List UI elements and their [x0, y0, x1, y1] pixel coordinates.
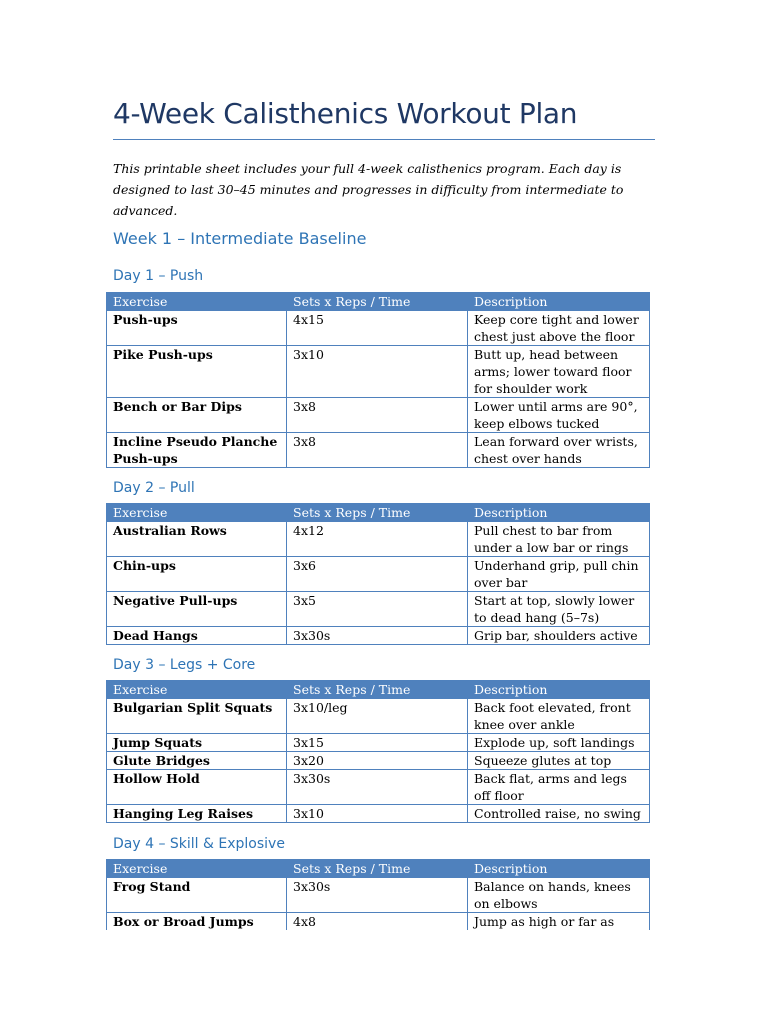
- header-sets: Sets x Reps / Time: [287, 293, 468, 311]
- sets-cell: 4x8: [287, 913, 468, 931]
- exercise-cell: Chin-ups: [107, 557, 287, 592]
- table-row: [107, 433, 650, 468]
- exercise-cell: Negative Pull-ups: [107, 592, 287, 627]
- day-3-heading: Day 3 – Legs + Core: [113, 657, 256, 673]
- exercise-cell: Bulgarian Split Squats: [107, 699, 287, 734]
- exercise-cell: Pike Push-ups: [107, 346, 287, 398]
- description-cell: Squeeze glutes at top: [468, 752, 650, 770]
- description-cell: Explode up, soft landings: [468, 734, 650, 752]
- sets-cell: 3x6: [287, 557, 468, 592]
- header-description: Description: [468, 860, 650, 878]
- day-2-table: [106, 503, 650, 645]
- header-exercise: Exercise: [107, 681, 287, 699]
- header-exercise: Exercise: [107, 293, 287, 311]
- exercise-cell: Hollow Hold: [107, 770, 287, 805]
- sets-cell: 3x30s: [287, 627, 468, 645]
- table-row: [107, 805, 650, 823]
- table-row: [107, 752, 650, 770]
- sets-cell: 3x8: [287, 398, 468, 433]
- exercise-cell: Box or Broad Jumps: [107, 913, 287, 931]
- day-4-heading: Day 4 – Skill & Explosive: [113, 836, 285, 852]
- day-4-table-clip: [100, 859, 660, 930]
- description-cell: Lean forward over wrists, chest over hands: [468, 433, 650, 468]
- header-description: Description: [468, 681, 650, 699]
- header-description: Description: [468, 293, 650, 311]
- header-sets: Sets x Reps / Time: [287, 681, 468, 699]
- table-header-row: [107, 681, 650, 699]
- exercise-cell: Jump Squats: [107, 734, 287, 752]
- exercise-cell: Australian Rows: [107, 522, 287, 557]
- description-cell: Jump as high or far as: [468, 913, 650, 931]
- sets-cell: 4x15: [287, 311, 468, 346]
- table-row: [107, 522, 650, 557]
- table-row: [107, 346, 650, 398]
- description-cell: Lower until arms are 90°, keep elbows tucked: [468, 398, 650, 433]
- description-cell: Keep core tight and lower chest just above the floor: [468, 311, 650, 346]
- exercise-cell: Frog Stand: [107, 878, 287, 913]
- day-4-table: [106, 859, 650, 930]
- description-cell: Grip bar, shoulders active: [468, 627, 650, 645]
- title-underline: [113, 139, 655, 140]
- day-3-table: [106, 680, 650, 823]
- table-row: [107, 770, 650, 805]
- description-cell: Balance on hands, knees on elbows: [468, 878, 650, 913]
- table-header-row: [107, 293, 650, 311]
- header-sets: Sets x Reps / Time: [287, 504, 468, 522]
- exercise-cell: Hanging Leg Raises: [107, 805, 287, 823]
- table-row: [107, 878, 650, 913]
- sets-cell: 3x8: [287, 433, 468, 468]
- table-row: [107, 699, 650, 734]
- sets-cell: 3x5: [287, 592, 468, 627]
- description-cell: Underhand grip, pull chin over bar: [468, 557, 650, 592]
- table-header-row: [107, 504, 650, 522]
- header-description: Description: [468, 504, 650, 522]
- table-row: [107, 734, 650, 752]
- table-row: [107, 398, 650, 433]
- sets-cell: 3x10: [287, 346, 468, 398]
- sets-cell: 3x20: [287, 752, 468, 770]
- exercise-cell: Push-ups: [107, 311, 287, 346]
- description-cell: Pull chest to bar from under a low bar or rings: [468, 522, 650, 557]
- table-row: [107, 557, 650, 592]
- day-1-table: [106, 292, 650, 468]
- table-row: [107, 592, 650, 627]
- sets-cell: 3x15: [287, 734, 468, 752]
- day-1-heading: Day 1 – Push: [113, 268, 204, 284]
- header-exercise: Exercise: [107, 860, 287, 878]
- table-header-row: [107, 860, 650, 878]
- header-exercise: Exercise: [107, 504, 287, 522]
- description-cell: Butt up, head between arms; lower toward floor for shoulder work: [468, 346, 650, 398]
- sets-cell: 3x10: [287, 805, 468, 823]
- week-1-heading: Week 1 – Intermediate Baseline: [113, 229, 367, 248]
- exercise-cell: Dead Hangs: [107, 627, 287, 645]
- table-row: [107, 913, 650, 931]
- sets-cell: 3x10/leg: [287, 699, 468, 734]
- day-2-heading: Day 2 – Pull: [113, 480, 195, 496]
- description-cell: Start at top, slowly lower to dead hang (5–7s): [468, 592, 650, 627]
- exercise-cell: Glute Bridges: [107, 752, 287, 770]
- description-cell: Back flat, arms and legs off floor: [468, 770, 650, 805]
- intro-paragraph: This printable sheet includes your full 4-week calisthenics program. Each day is designed to last 30–45 minutes and progresses in difficulty from intermediate to advanced.: [113, 161, 624, 218]
- description-cell: Back foot elevated, front knee over ankle: [468, 699, 650, 734]
- sets-cell: 4x12: [287, 522, 468, 557]
- sets-cell: 3x30s: [287, 878, 468, 913]
- table-row: [107, 311, 650, 346]
- document-title: 4-Week Calisthenics Workout Plan: [113, 97, 578, 130]
- table-row: [107, 627, 650, 645]
- exercise-cell: Incline Pseudo Planche Push-ups: [107, 433, 287, 468]
- exercise-cell: Bench or Bar Dips: [107, 398, 287, 433]
- header-sets: Sets x Reps / Time: [287, 860, 468, 878]
- sets-cell: 3x30s: [287, 770, 468, 805]
- description-cell: Controlled raise, no swing: [468, 805, 650, 823]
